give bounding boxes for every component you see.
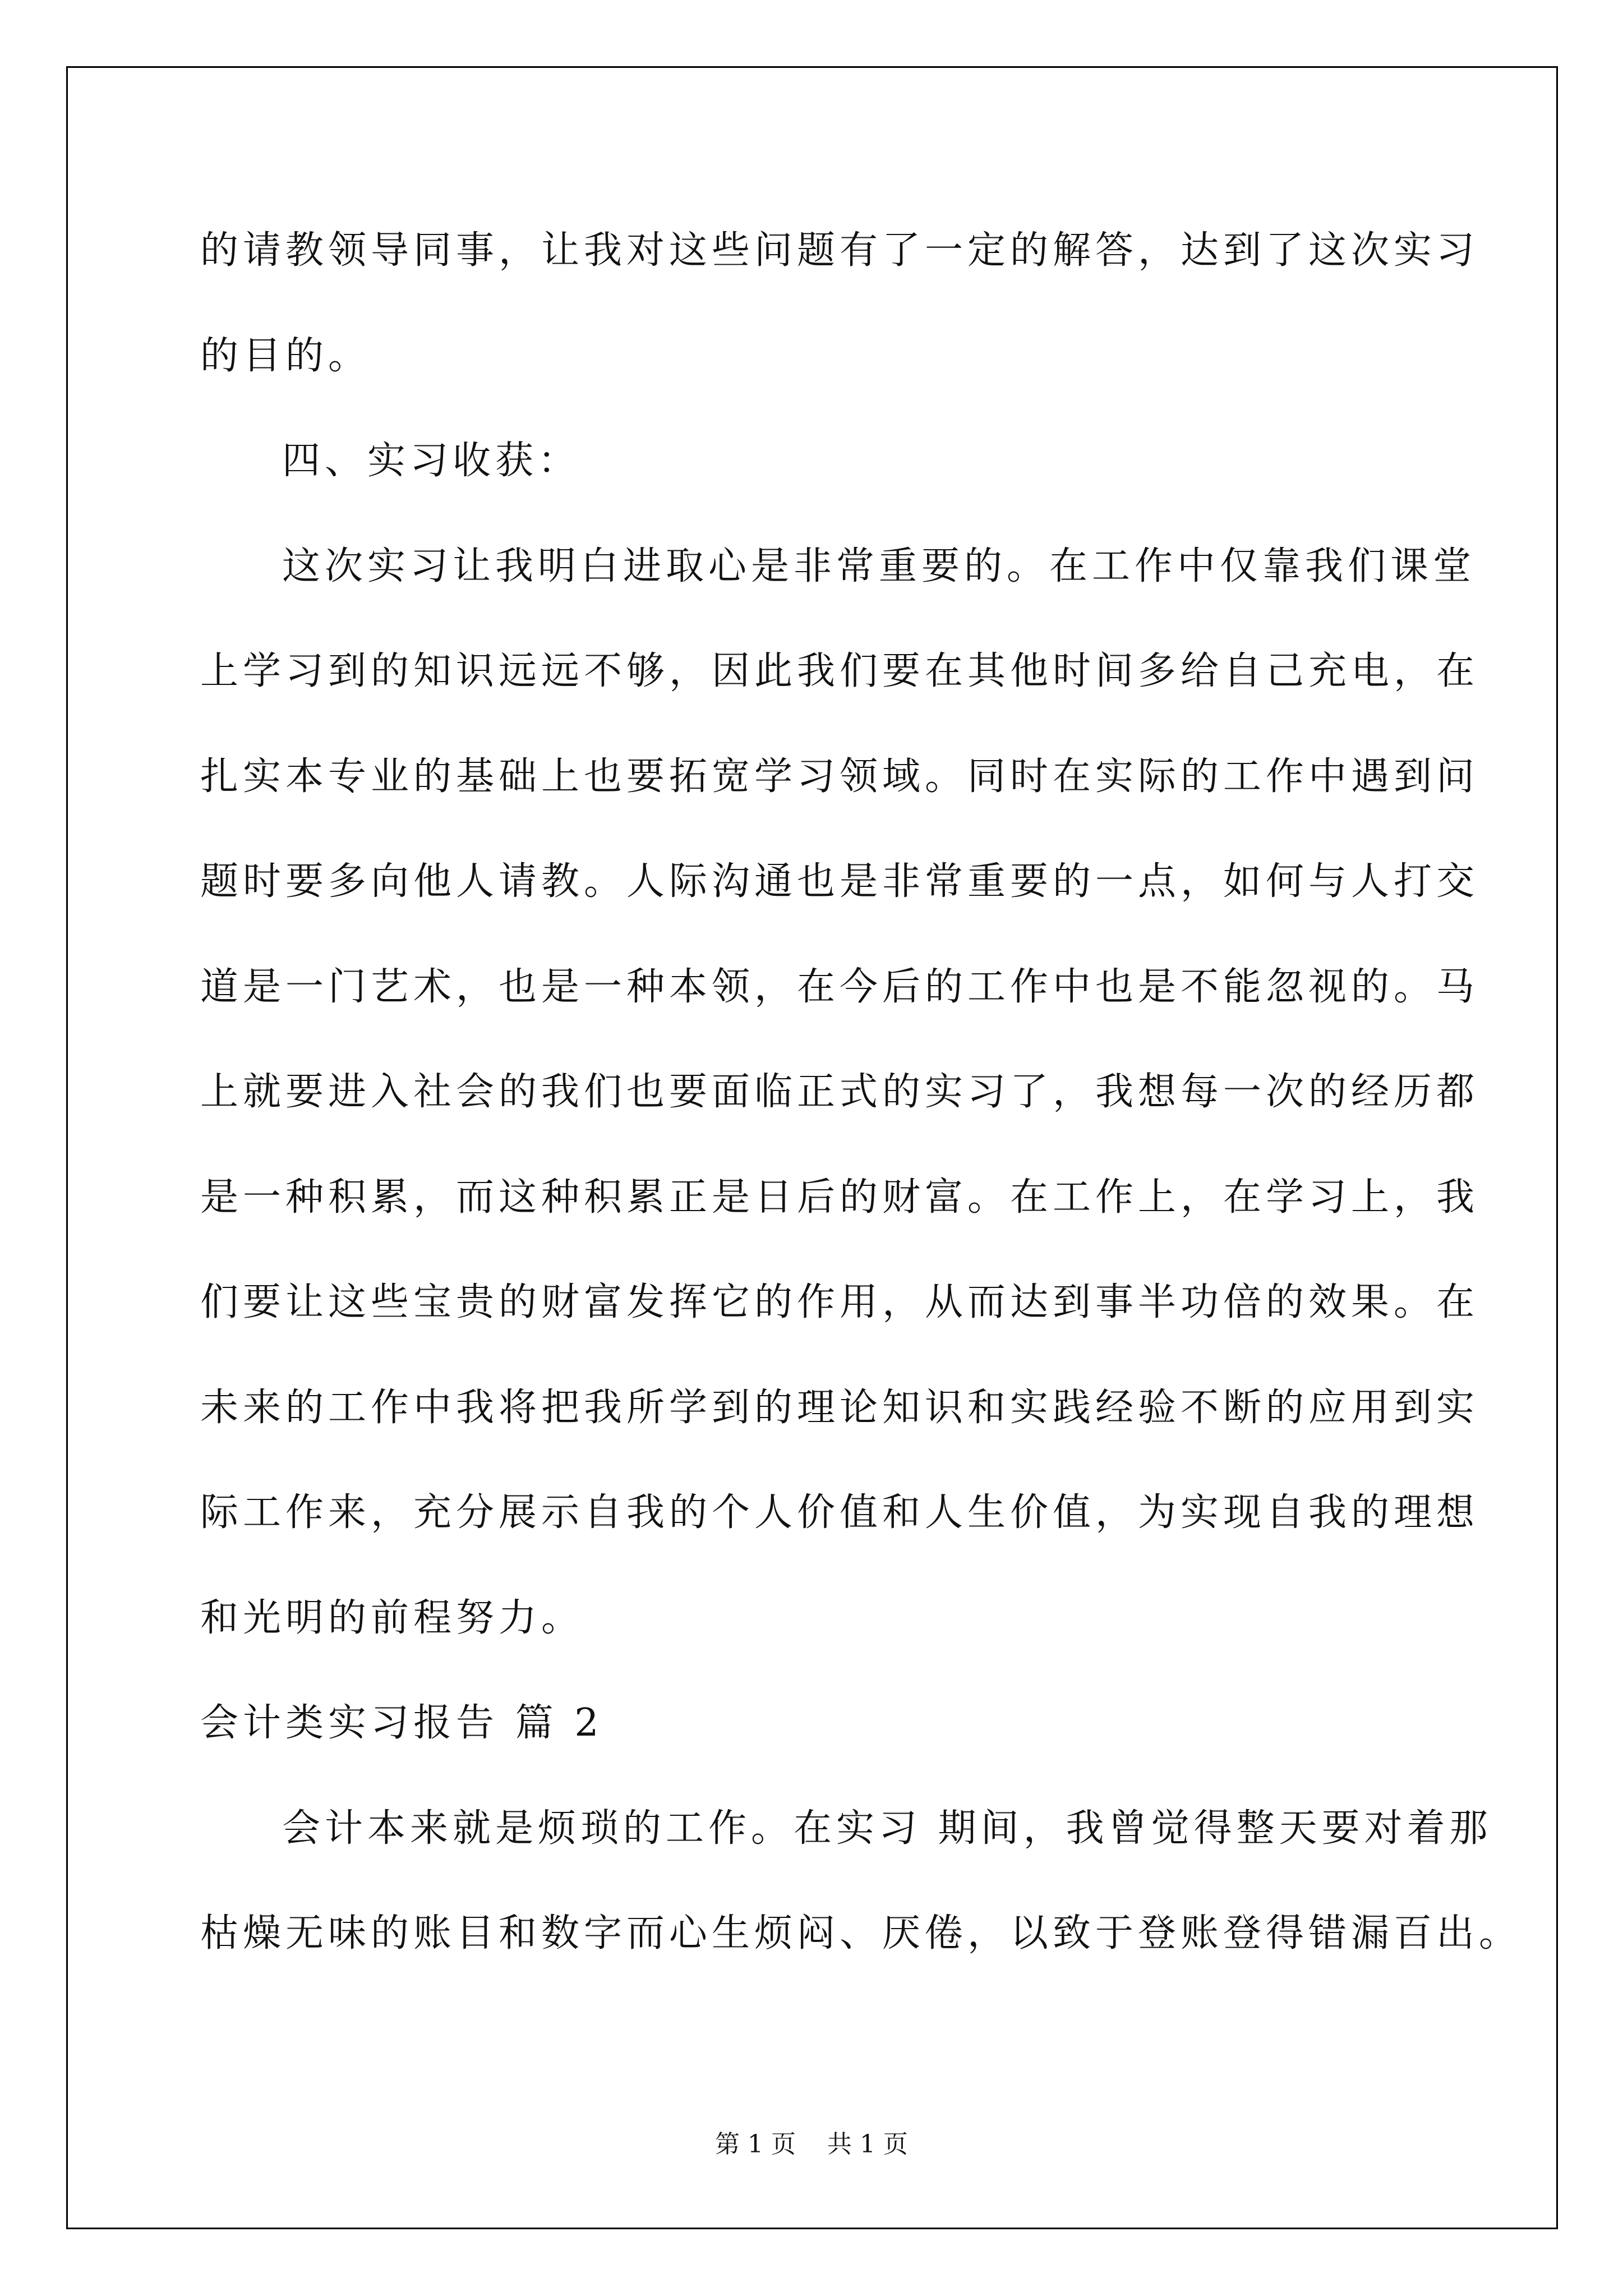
text-line-9: 上就要进入社会的我们也要面临正式的实习了，我想每一次的经历都 xyxy=(200,1070,1479,1114)
text-line-2: 的目的。 xyxy=(200,334,371,378)
text-line-1: 的请教领导同事，让我对这些问题有了一定的解答，达到了这次实习 xyxy=(200,228,1479,273)
page-footer: 第 1 页 共 1 页 xyxy=(715,2130,908,2159)
text-line-12: 未来的工作中我将把我所学到的理论知识和实践经验不断的应用到实 xyxy=(200,1386,1479,1430)
text-line-14: 和光明的前程努力。 xyxy=(200,1596,584,1640)
section-heading-harvest: 四、实习收获： xyxy=(282,439,581,483)
text-line-7: 题时要多向他人请教。人际沟通也是非常重要的一点，如何与人打交 xyxy=(200,859,1479,904)
text-line-10: 是一种积累，而这种积累正是日后的财富。在工作上，在学习上，我 xyxy=(200,1175,1479,1220)
text-line-11: 们要让这些宝贵的财富发挥它的作用，从而达到事半功倍的效果。在 xyxy=(200,1280,1479,1324)
text-line-13: 际工作来，充分展示自我的个人价值和人生价值，为实现自我的理想 xyxy=(200,1490,1479,1535)
page-border xyxy=(66,66,1558,2229)
text-line-8: 道是一门艺术，也是一种本领，在今后的工作中也是不能忽视的。马 xyxy=(200,965,1479,1009)
section-title-part-2: 会计类实习报告 篇 2 xyxy=(200,1701,603,1745)
text-line-6: 扎实本专业的基础上也要拓宽学习领域。同时在实际的工作中遇到问 xyxy=(200,754,1479,799)
text-line-17: 枯燥无味的账目和数字而心生烦闷、厌倦，以致于登账登得错漏百出。 xyxy=(200,1911,1522,1955)
text-line-4: 这次实习让我明白进取心是非常重要的。在工作中仅靠我们课堂 xyxy=(282,544,1476,588)
text-line-16: 会计本来就是烦琐的工作。在实习 期间，我曾觉得整天要对着那 xyxy=(282,1806,1492,1851)
text-line-5: 上学习到的知识远远不够，因此我们要在其他时间多给自己充电，在 xyxy=(200,649,1479,693)
